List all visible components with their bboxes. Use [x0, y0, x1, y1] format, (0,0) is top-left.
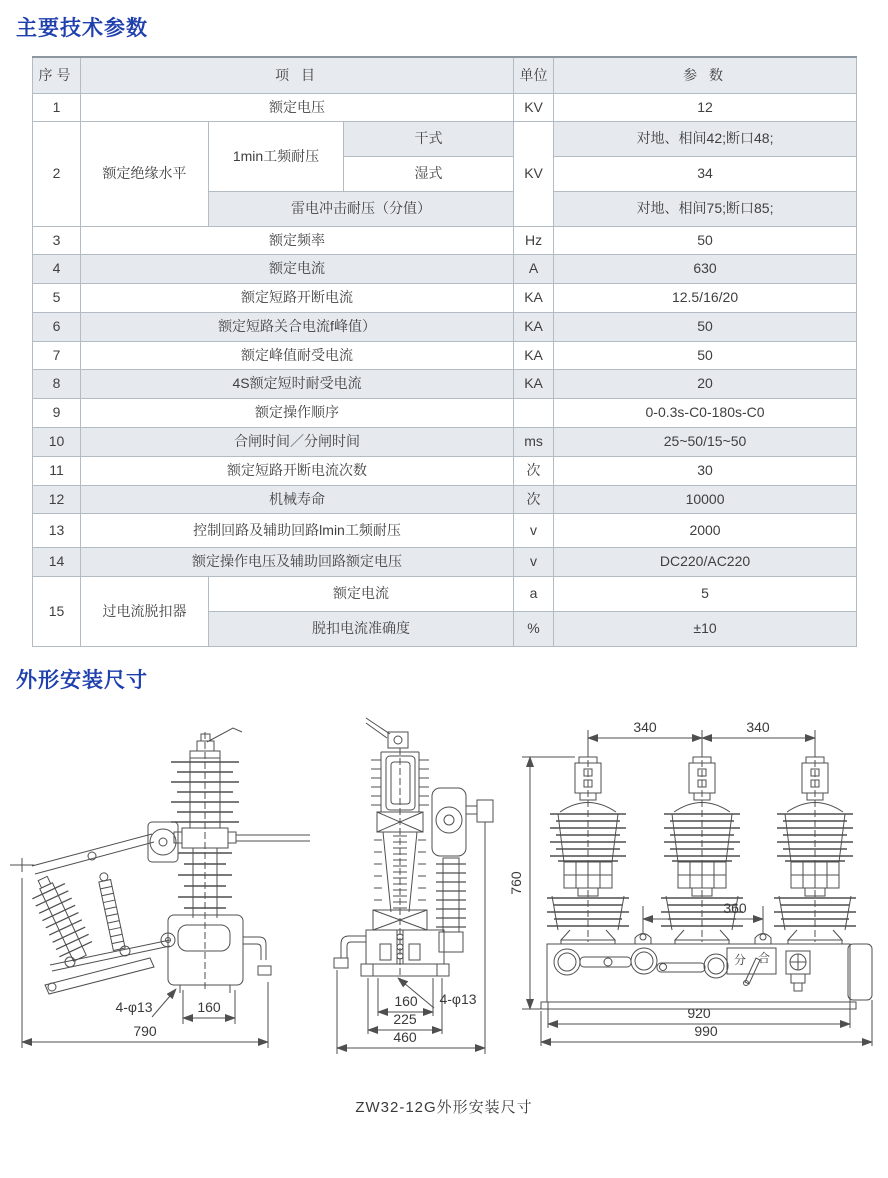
cell-r2-unit: KV: [514, 121, 554, 226]
cell-r6-unit: KA: [514, 312, 554, 341]
cell-r5-value: 12.5/16/20: [554, 283, 857, 312]
cell-r9-item: 额定操作顺序: [81, 398, 514, 427]
cell-r10-unit: ms: [514, 427, 554, 456]
dim-label: 360: [723, 900, 747, 916]
cell-r3-unit: Hz: [514, 226, 554, 254]
cell-r15-unit-a: a: [514, 576, 554, 611]
cell-r14-no: 14: [33, 547, 81, 576]
dim-label: 460: [393, 1029, 417, 1045]
cell-r13-no: 13: [33, 513, 81, 547]
cell-r4-unit: A: [514, 254, 554, 283]
cell-r7-unit: KA: [514, 341, 554, 369]
cell-r15-no: 15: [33, 576, 81, 646]
cell-r11-value: 30: [554, 456, 857, 485]
cell-r11-no: 11: [33, 456, 81, 485]
dim-label: 160: [394, 993, 418, 1009]
cell-r3-item: 额定频率: [81, 226, 514, 254]
cell-r15-sub-a: 额定电流: [209, 576, 514, 611]
cell-r2-no: 2: [33, 121, 81, 226]
cell-r2-wet: 湿式: [344, 156, 514, 191]
section-view-drawing: [334, 718, 493, 1054]
cell-r4-no: 4: [33, 254, 81, 283]
cell-r1-item: 额定电压: [81, 93, 514, 121]
cell-r14-unit: v: [514, 547, 554, 576]
side-view-drawing: [10, 728, 310, 1048]
header-unit: 单位: [514, 57, 554, 93]
cell-r8-unit: KA: [514, 369, 554, 398]
cell-r2-item: 额定绝缘水平: [81, 121, 209, 226]
cell-r9-value: 0-0.3s-C0-180s-C0: [554, 398, 857, 427]
header-item: 项 目: [81, 57, 514, 93]
cell-r6-item: 额定短路关合电流f峰值）: [81, 312, 514, 341]
arrester: [26, 871, 96, 966]
cell-r7-value: 50: [554, 341, 857, 369]
cell-r9-no: 9: [33, 398, 81, 427]
dim-label: 4-φ13: [439, 991, 477, 1007]
cell-r13-unit: v: [514, 513, 554, 547]
cell-r4-item: 额定电流: [81, 254, 514, 283]
cell-r2-dry: 干式: [344, 121, 514, 156]
cell-r12-item: 机械寿命: [81, 485, 514, 513]
cell-r9-unit: [514, 398, 554, 427]
cell-r15-value-b: ±10: [554, 611, 857, 646]
cell-r2-wet-value: 34: [554, 156, 857, 191]
page-title-outline-dimensions: 外形安装尺寸: [16, 669, 148, 692]
cell-r15-sub-b: 脱扣电流准确度: [209, 611, 514, 646]
dim-label: 920: [687, 1005, 711, 1021]
cell-r10-value: 25~50/15~50: [554, 427, 857, 456]
cell-r15-item: 过电流脱扣器: [81, 576, 209, 646]
cell-r6-no: 6: [33, 312, 81, 341]
cell-r14-value: DC220/AC220: [554, 547, 857, 576]
cell-r12-value: 10000: [554, 485, 857, 513]
cell-r7-item: 额定峰值耐受电流: [81, 341, 514, 369]
cell-r12-unit: 次: [514, 485, 554, 513]
cell-r13-value: 2000: [554, 513, 857, 547]
dim-label: 790: [133, 1023, 157, 1039]
cell-r5-unit: KA: [514, 283, 554, 312]
cell-r15-unit-b: %: [514, 611, 554, 646]
dim-label: 340: [746, 719, 770, 735]
dim-label: 340: [633, 719, 657, 735]
spring-link: [97, 872, 125, 951]
cell-r1-no: 1: [33, 93, 81, 121]
cell-r5-item: 额定短路开断电流: [81, 283, 514, 312]
indicator-open-label: 分: [733, 953, 747, 967]
dim-label: 990: [694, 1023, 718, 1039]
cell-r1-unit: KV: [514, 93, 554, 121]
open-close-indicator: [727, 948, 776, 986]
drawing-caption: ZW32-12G外形安装尺寸: [355, 1099, 533, 1116]
cell-r8-no: 8: [33, 369, 81, 398]
header-value: 参 数: [554, 57, 857, 93]
cell-r12-no: 12: [33, 485, 81, 513]
cell-r14-item: 额定操作电压及辅助回路额定电压: [81, 547, 514, 576]
indicator-close-label: 合: [757, 951, 771, 965]
cell-r4-value: 630: [554, 254, 857, 283]
cell-r11-unit: 次: [514, 456, 554, 485]
cell-r2-dry-value: 对地、相间42;断口48;: [554, 121, 857, 156]
cell-r6-value: 50: [554, 312, 857, 341]
dim-label: 225: [393, 1011, 417, 1027]
outline-drawings: [0, 690, 888, 1080]
cell-r13-item: 控制回路及辅助回路lmin工频耐压: [81, 513, 514, 547]
cell-r10-no: 10: [33, 427, 81, 456]
cell-r3-value: 50: [554, 226, 857, 254]
cell-r11-item: 额定短路开断电流次数: [81, 456, 514, 485]
dim-label: 760: [508, 871, 524, 895]
cell-r2-lightning: 雷电冲击耐压（分值）: [209, 191, 514, 226]
header-no: 序号: [33, 57, 81, 93]
cell-r3-no: 3: [33, 226, 81, 254]
cell-r2-group: 1min工频耐压: [209, 121, 344, 191]
front-view-drawing: [508, 719, 872, 1046]
cell-r10-item: 合闸时间／分闸时间: [81, 427, 514, 456]
cell-r8-item: 4S额定短时耐受电流: [81, 369, 514, 398]
cell-r7-no: 7: [33, 341, 81, 369]
page-title-main-parameters: 主要技术参数: [16, 17, 148, 40]
cell-r2-lightning-value: 对地、相间75;断口85;: [554, 191, 857, 226]
cell-r1-value: 12: [554, 93, 857, 121]
technical-parameters-table: [32, 56, 857, 647]
dim-label: 160: [197, 999, 221, 1015]
cell-r5-no: 5: [33, 283, 81, 312]
cell-r8-value: 20: [554, 369, 857, 398]
dim-label: 4-φ13: [115, 999, 153, 1015]
cell-r15-value-a: 5: [554, 576, 857, 611]
